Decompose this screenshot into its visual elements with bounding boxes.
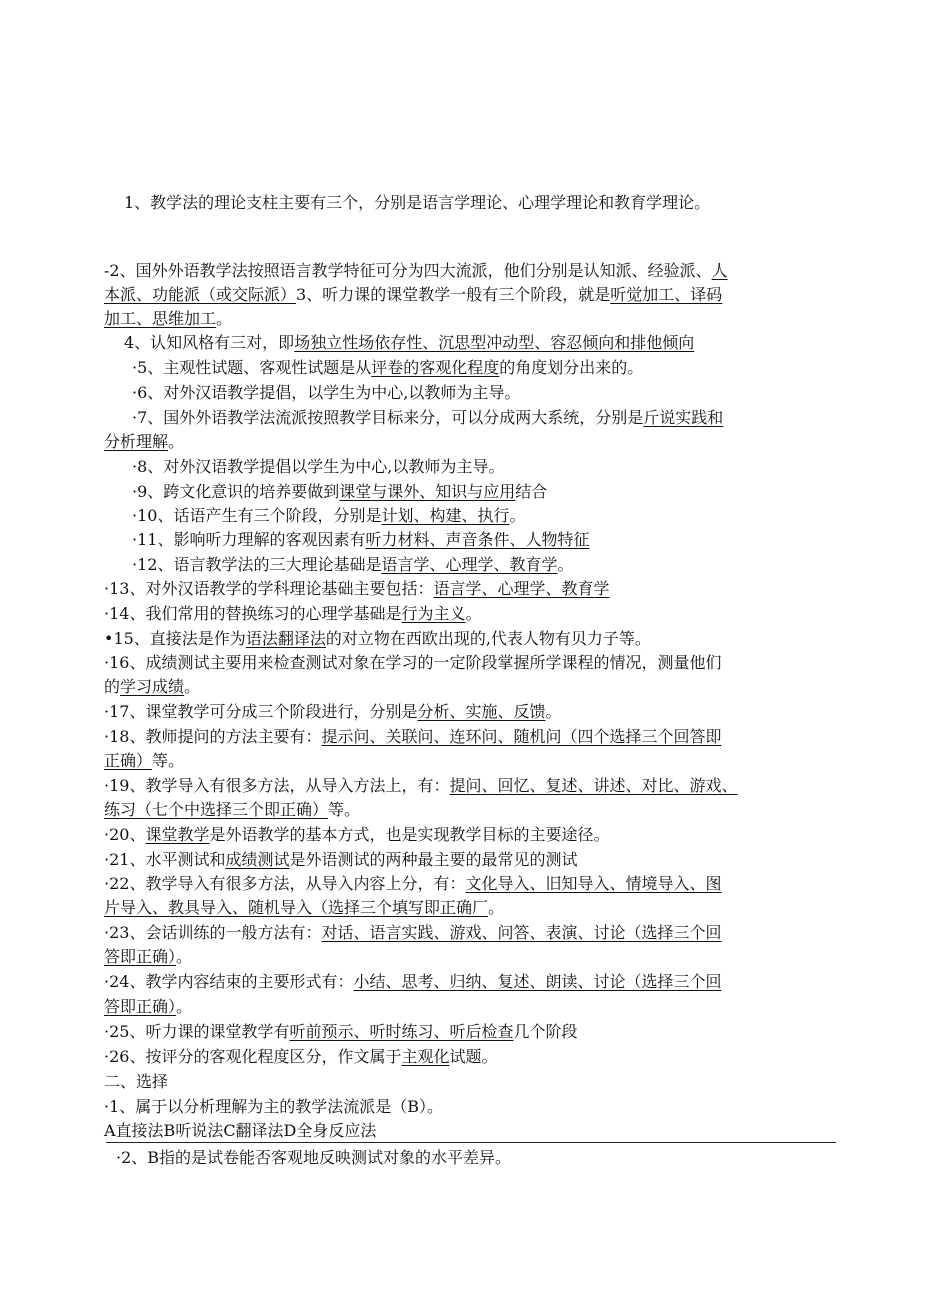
item-9-end: 结合 [515, 482, 548, 501]
item-26 [104, 1044, 497, 1069]
item-12 [132, 552, 573, 577]
item-15-answer: 语法翻译法 [245, 629, 326, 648]
item-22-answer-cont: 片导入、教具导入、随机导入（选择三个填写即正确厂 [104, 898, 489, 917]
item-23-answer-cont: 答即正确） [104, 947, 177, 966]
item-18-end: 等。 [152, 751, 185, 770]
item-17-answer: 分析、实施、反馈 [417, 702, 546, 721]
item-3-end: 。 [216, 309, 233, 328]
item-5-end: 的角度划分出来的。 [499, 358, 644, 377]
item-5-text: ·5、主观性试题、客观性试题是从 [132, 358, 372, 377]
item-10-end: 。 [509, 506, 526, 525]
item-10-text: ·10、话语产生有三个阶段，分别是 [132, 506, 382, 525]
item-26-end: 试题。 [449, 1047, 498, 1066]
item-20-text: 是外语教学的基本方式，也是实现教学目标的主要途径。 [209, 825, 610, 844]
item-22-line-2 [104, 895, 504, 920]
item-18-line-2 [104, 748, 184, 773]
item-1 [124, 190, 710, 215]
item-3-answer-cont: 加工、思维加工 [104, 309, 217, 328]
item-6 [132, 380, 520, 405]
item-7-line-2 [104, 429, 184, 454]
item-11-answer: 听力材料、声音条件、人物特征 [365, 530, 590, 549]
item-18-line-1 [104, 724, 721, 749]
item-13-text: ·13、对外汉语教学的学科理论基础主要包括： [104, 579, 434, 598]
choice-question-2-text: ·2、B指的是试卷能否客观地反映测试对象的水平差异。 [116, 1148, 512, 1167]
item-2-answer-part: 人 [711, 261, 728, 280]
section-heading-text: 二、选择 [104, 1072, 169, 1091]
item-3-answer: 听觉加工、译码 [610, 285, 723, 304]
item-18-answer-cont: 正确） [104, 751, 153, 770]
choice-question-1-options [104, 1118, 376, 1143]
item-3-line-2 [104, 306, 232, 331]
item-16-line-2 [104, 674, 200, 699]
item-8 [132, 454, 504, 479]
section-heading-choice [104, 1069, 168, 1094]
choice-question-1 [104, 1094, 443, 1119]
item-8-text: ·8、对外汉语教学提倡以学生为中心,以教师为主导。 [132, 457, 505, 476]
item-19-end: 等。 [328, 800, 361, 819]
item-12-end: 。 [557, 555, 574, 574]
choice-options-text: A直接法B听说法C翻译法D全身反应法 [104, 1121, 377, 1140]
choice-question-1-text: ·1、属于以分析理解为主的教学法流派是（B）。 [104, 1097, 444, 1116]
item-17-end: 。 [545, 702, 562, 721]
item-7-answer-cont: 分析理解 [104, 432, 169, 451]
item-2-line-1 [104, 258, 728, 283]
item-3-text: 3、听力课的课堂教学一般有三个阶段，就是 [296, 285, 611, 304]
item-18-text: ·18、教师提问的方法主要有： [104, 727, 322, 746]
item-12-answer: 语言学、心理学、教育学 [381, 555, 558, 574]
item-7-end: 。 [168, 432, 185, 451]
item-19-answer-cont: 练习（七个中选择三个即正确） [104, 800, 329, 819]
item-20-answer: 课堂教学 [145, 825, 210, 844]
item-22-text: ·22、教学导入有很多方法，从导入内容上分，有： [104, 874, 466, 893]
item-2-line-2 [104, 282, 722, 307]
item-22-line-1 [104, 871, 721, 896]
item-20-number: ·20、 [104, 825, 146, 844]
item-14-answer: 行为主义 [401, 604, 466, 623]
item-21-text: ·21、水平测试和 [104, 850, 226, 869]
item-16-end: 。 [184, 677, 201, 696]
item-9 [132, 479, 547, 504]
item-26-answer: 主观化 [401, 1047, 450, 1066]
item-24-text: ·24、教学内容结束的主要形式有： [104, 972, 354, 991]
item-14-text: ·14、我们常用的替换练习的心理学基础是 [104, 604, 402, 623]
item-9-text: ·9、跨文化意识的培养要做到 [132, 482, 340, 501]
item-16-text: ·16、成绩测试主要用来检查测试对象在学习的一定阶段掌握所学课程的情况，测量他们 [104, 653, 722, 672]
item-26-text: ·26、按评分的客观化程度区分，作文属于 [104, 1047, 402, 1066]
item-10 [132, 503, 525, 528]
item-2-text: -2、国外外语教学法按照语言教学特征可分为四大流派，他们分别是认知派、经验派、 [104, 261, 712, 280]
item-21-end: 是外语测试的两种最主要的最常见的测试 [289, 850, 578, 869]
item-25 [104, 1019, 577, 1044]
item-12-text: ·12、语言教学法的三大理论基础是 [132, 555, 382, 574]
item-20 [104, 822, 609, 847]
item-7-text: ·7、国外外语教学法流派按照教学目标来分，可以分成两大系统，分别是 [132, 408, 644, 427]
item-24-answer: 小结、思考、归纳、复述、朗读、讨论（选择三个回 [353, 972, 722, 991]
item-16-text-cont: 的 [104, 677, 121, 696]
item-5-answer: 评卷的客观化程度 [371, 358, 500, 377]
item-21 [104, 847, 577, 872]
item-24-line-1 [104, 969, 721, 994]
item-7-answer: 斤说实践和 [643, 408, 724, 427]
item-23-answer: 对话、语言实践、游戏、问答、表演、讨论（选择三个回 [321, 923, 722, 942]
item-10-answer: 计划、构建、执行 [381, 506, 510, 525]
item-1-text: 1、教学法的理论支柱主要有三个，分别是语言学理论、心理学理论和教育学理论。 [124, 193, 711, 212]
item-24-line-2 [104, 994, 192, 1019]
item-19-line-2 [104, 797, 360, 822]
item-23-end: 。 [176, 947, 193, 966]
item-9-answer: 课堂与课外、知识与应用 [339, 482, 516, 501]
item-19-text: ·19、教学导入有很多方法，从导入方法上，有： [104, 776, 450, 795]
item-15 [104, 626, 651, 651]
item-19-answer: 提问、回忆、复述、讲述、对比、游戏、 [449, 776, 738, 795]
item-15-text: •15、直接法是作为 [104, 629, 246, 648]
item-16-answer: 学习成绩 [120, 677, 185, 696]
item-14-end: 。 [465, 604, 482, 623]
item-18-answer: 提示问、关联问、连环问、随机问（四个选择三个回答即 [321, 727, 722, 746]
item-17-text: ·17、课堂教学可分成三个阶段进行，分别是 [104, 702, 418, 721]
item-11-text: ·11、影响听力理解的客观因素有 [132, 530, 366, 549]
item-7-line-1 [132, 405, 723, 430]
item-4-text: 4、认知风格有三对，即 [124, 333, 295, 352]
item-4-answer: 场独立性场依存性、沉思型冲动型、容忍倾向和排他倾向 [294, 333, 695, 352]
item-19-line-1 [104, 773, 737, 798]
choice-question-2 [116, 1145, 511, 1170]
item-23-line-2 [104, 944, 192, 969]
item-14 [104, 601, 481, 626]
item-24-answer-cont: 答即正确） [104, 997, 177, 1016]
item-25-answer: 听前预示、听时练习、听后检查 [289, 1022, 514, 1041]
item-16-line-1 [104, 650, 721, 675]
item-21-answer: 成绩测试 [225, 850, 290, 869]
item-23-line-1 [104, 920, 721, 945]
item-25-end: 几个阶段 [513, 1022, 578, 1041]
item-11 [132, 527, 589, 552]
item-22-answer: 文化导入、旧知导入、情境导入、图 [465, 874, 722, 893]
item-23-text: ·23、会话训练的一般方法有： [104, 923, 322, 942]
item-22-end: 。 [488, 898, 505, 917]
item-5 [132, 355, 643, 380]
item-25-text: ·25、听力课的课堂教学有 [104, 1022, 290, 1041]
item-6-text: ·6、对外汉语教学提倡，以学生为中心,以教师为主导。 [132, 383, 521, 402]
item-15-end: 的对立物在西欧出现的,代表人物有贝力子等。 [325, 629, 651, 648]
item-13-answer: 语言学、心理学、教育学 [433, 579, 610, 598]
item-24-end: 。 [176, 997, 193, 1016]
item-13 [104, 576, 609, 601]
item-4 [124, 330, 694, 355]
item-17 [104, 699, 561, 724]
divider-line [106, 1142, 836, 1143]
item-2-answer: 本派、功能派（或交际派） [104, 285, 297, 304]
